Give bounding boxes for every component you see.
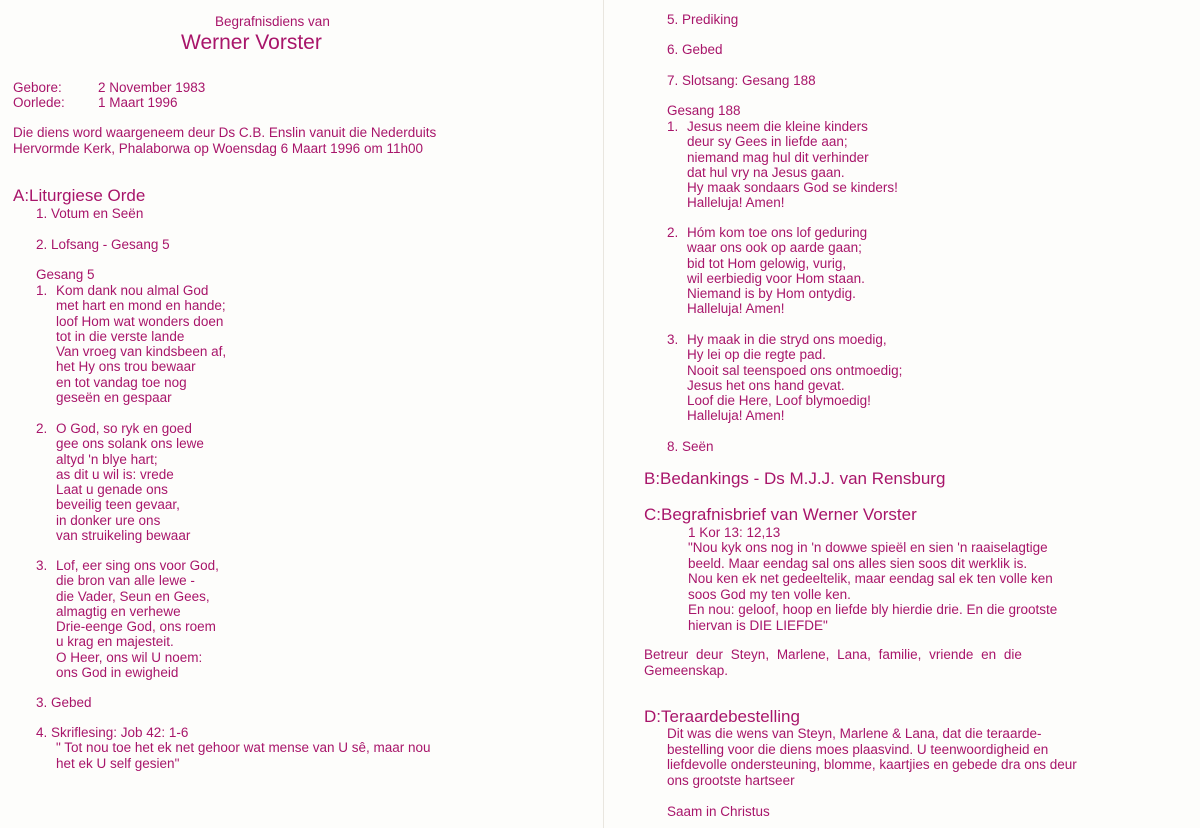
verse-number: 1. (667, 119, 679, 134)
verse-line: Niemand is by Hom ontydig. (687, 286, 856, 302)
hymn-5-verse (36, 421, 204, 543)
verse-line: van struikeling bewaar (56, 528, 191, 544)
verse-number: 2. (667, 225, 679, 240)
verse-line: Drie-eenge God, ons roem (56, 619, 216, 635)
verse-line: O God, so ryk en goed (56, 421, 192, 436)
order-item-gebed: 3. Gebed (36, 695, 92, 710)
scripture-quote (56, 740, 431, 771)
verse-line: Nooit sal teenspoed ons ontmoedig; (687, 362, 903, 378)
verse-line: Hy lei op die regte pad. (687, 347, 826, 363)
burial-line: Dit was die wens van Steyn, Marlene & Lana, dat die teraarde- (667, 726, 1042, 741)
order-item-gebed-2: 6. Gebed (667, 42, 723, 57)
verse-line: gee ons solank ons lewe (56, 436, 204, 452)
verse-line: Hy maak in die stryd ons moedig, (687, 332, 887, 347)
verse-line: het Hy ons trou bewaar (56, 359, 196, 375)
quote-line: Nou ken ek net gedeeltelik, maar eendag sal ek ten volle ken (688, 571, 1053, 587)
born-label: Gebore: (13, 80, 62, 95)
verse-line: beveilig teen gevaar, (56, 497, 180, 513)
quote-line: het ek U self gesien" (56, 755, 180, 771)
mourners-note (644, 647, 1022, 678)
verse-line: Halleluja! Amen! (687, 301, 785, 317)
service-intro (13, 125, 436, 156)
section-a-heading: A:Liturgiese Orde (13, 186, 146, 205)
verse-line: en tot vandag toe nog (56, 374, 187, 390)
verse-number: 1. (36, 283, 48, 298)
verse-line: met hart en mond en hande; (56, 298, 226, 314)
verse-line: niemand mag hul dit verhinder (687, 149, 869, 165)
quote-line: En nou: geloof, hoop en liefde bly hierdie drie. En die grootste (688, 602, 1058, 618)
hymn-5-verse (36, 283, 226, 405)
order-item-votum: 1. Votum en Seën (36, 206, 144, 221)
verse-line: dat hul vry na Jesus gaan. (687, 164, 845, 180)
mourners-line: Betreur deur Steyn, Marlene, Lana, familie, vriende en die (644, 647, 1022, 662)
quote-line: beeld. Maar eendag sal ons alles sien soos dit werklik is. (688, 555, 1028, 571)
order-item-lofsang: 2. Lofsang - Gesang 5 (36, 237, 170, 252)
verse-line: Loof die Here, Loof blymoedig! (687, 393, 871, 409)
hymn-188-verse (667, 119, 898, 211)
verse-line: loof Hom wat wonders doen (56, 313, 224, 329)
verse-line: geseën en gespaar (56, 390, 172, 406)
verse-line: tot in die verste lande (56, 328, 185, 344)
intro-line: Hervormde Kerk, Phalaborwa op Woensdag 6 Maart 1996 om 11h00 (13, 140, 423, 156)
verse-line: Hóm kom toe ons lof geduring (687, 225, 868, 240)
right-page (604, 0, 1200, 828)
verse-line: almagtig en verhewe (56, 603, 181, 619)
closing-signoff: Saam in Christus (667, 804, 770, 819)
burial-line: liefdevolle ondersteuning, blomme, kaartjies en gebede dra ons deur (667, 757, 1077, 773)
verse-line: altyd 'n blye hart; (56, 451, 158, 467)
burial-line: ons grootste hartseer (667, 772, 795, 788)
hymn-188-verse (667, 225, 867, 317)
mourners-line: Gemeenskap. (644, 662, 729, 678)
verse-line: Halleluja! Amen! (687, 195, 785, 211)
letter-quote (688, 540, 1057, 634)
born-date: 2 November 1983 (98, 80, 206, 95)
verse-line: Laat u genade ons (56, 482, 168, 498)
verse-line: Jesus het ons hand gevat. (687, 377, 845, 393)
section-d-heading: D:Teraardebestelling (644, 707, 800, 726)
verse-line: Van vroeg van kindsbeen af, (56, 344, 227, 360)
service-subtitle: Begrafnisdiens van (215, 14, 330, 29)
hymn-5-title: Gesang 5 (36, 267, 95, 282)
verse-number: 3. (667, 332, 679, 347)
section-c-heading: C:Begrafnisbrief van Werner Vorster (644, 505, 917, 524)
verse-line: O Heer, ons wil U noem: (56, 649, 203, 665)
quote-line: soos God my ten volle ken. (688, 586, 851, 602)
intro-line: Die diens word waargeneem deur Ds C.B. Enslin vanuit die Nederduits (13, 125, 437, 140)
hymn-5-verse (36, 558, 219, 680)
burial-line: bestelling voor die diens moes plaasvind. U teenwoordigheid en (667, 741, 1049, 757)
quote-line: "Nou kyk ons nog in 'n dowwe spieël en sien 'n raaiselagtige (688, 540, 1048, 555)
verse-line: die bron van alle lewe - (56, 573, 195, 589)
order-item-skriflesing: 4. Skriflesing: Job 42: 1-6 (36, 725, 189, 740)
order-item-prediking: 5. Prediking (667, 12, 739, 27)
burial-note (667, 726, 1077, 788)
verse-line: die Vader, Seun en Gees, (56, 588, 210, 604)
verse-line: Lof, eer sing ons voor God, (56, 558, 219, 573)
verse-number: 3. (36, 558, 48, 573)
died-label: Oorlede: (13, 95, 65, 110)
verse-line: Jesus neem die kleine kinders (687, 119, 868, 134)
letter-reference: 1 Kor 13: 12,13 (688, 525, 781, 540)
quote-line: hiervan is DIE LIEFDE" (688, 617, 828, 633)
verse-line: deur sy Gees in liefde aan; (687, 134, 848, 150)
verse-line: as dit u wil is: vrede (56, 466, 174, 482)
verse-line: Kom dank nou almal God (56, 283, 209, 298)
order-item-seen: 8. Seën (667, 439, 714, 454)
verse-line: Hy maak sondaars God se kinders! (687, 180, 898, 196)
died-date: 1 Maart 1996 (98, 95, 178, 110)
verse-line: ons God in ewigheid (56, 665, 179, 681)
deceased-name: Werner Vorster (181, 31, 322, 54)
hymn-188-verse (667, 332, 902, 424)
verse-line: in donker ure ons (56, 512, 161, 528)
verse-line: wil eerbiedig voor Hom staan. (687, 270, 865, 286)
verse-line: waar ons ook op aarde gaan; (687, 240, 862, 256)
quote-line: " Tot nou toe het ek net gehoor wat mense van U sê, maar nou (56, 740, 431, 755)
section-b-heading: B:Bedankings - Ds M.J.J. van Rensburg (644, 469, 946, 488)
hymn-188-title: Gesang 188 (667, 103, 741, 118)
verse-line: u krag en majesteit. (56, 634, 174, 650)
verse-line: bid tot Hom gelowig, vurig, (687, 255, 847, 271)
order-item-slotsang: 7. Slotsang: Gesang 188 (667, 73, 816, 88)
verse-number: 2. (36, 421, 48, 436)
verse-line: Halleluja! Amen! (687, 408, 785, 424)
